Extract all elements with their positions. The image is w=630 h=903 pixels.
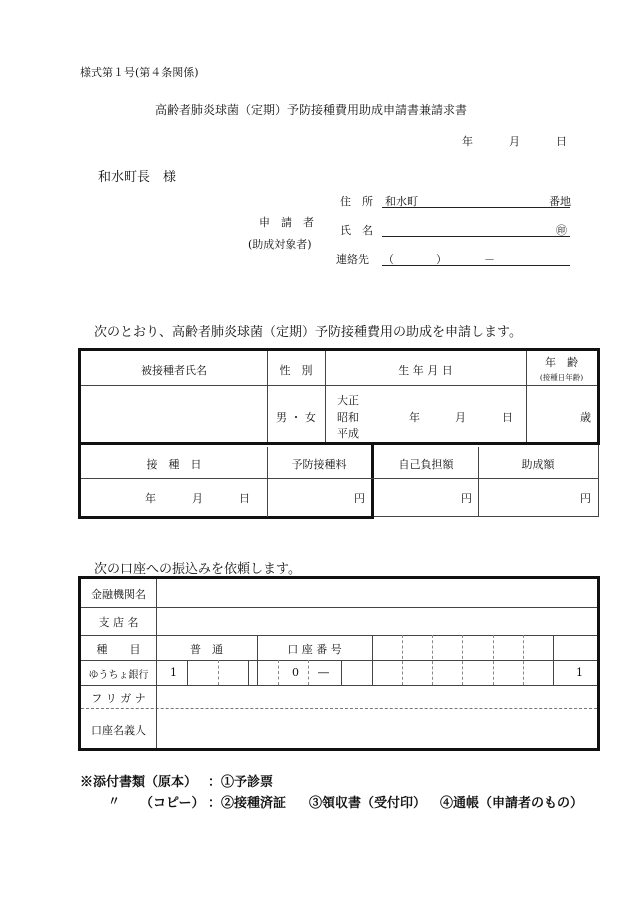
account-type-label: 種 目 [96, 643, 141, 656]
attachment-item-2: ②接種済証 [221, 796, 287, 811]
furigana-label: フ リ ガ ナ [91, 692, 146, 705]
yucho-last-digit[interactable]: 1 [576, 666, 583, 679]
date-year-label: 年 [462, 135, 473, 148]
dob-day-label: 日 [502, 411, 513, 424]
contact-dash: － [484, 253, 495, 266]
vd-month-label: 月 [192, 492, 203, 505]
col-header-age: 年 齢 [545, 356, 578, 369]
applicant-sublabel: (助成対象者) [248, 238, 312, 251]
request-text: 次のとおり、高齢者肺炎球菌（定期）予防接種費用の助成を申請します。 [94, 325, 522, 340]
yucho-label: ゆうちょ銀行 [88, 670, 149, 681]
col-header-vaccination-date: 接 種 日 [146, 458, 202, 471]
age-unit: 歳 [580, 411, 591, 424]
vd-year-label: 年 [145, 492, 156, 505]
contact-label: 連絡先 [336, 253, 369, 266]
col-header-age-sub: (接種日年齢) [539, 373, 584, 382]
contact-close-paren: ） [436, 253, 447, 266]
name-underline[interactable] [382, 236, 570, 237]
account-type-value[interactable]: 普 通 [190, 643, 223, 656]
form-number: 様式第１号(第４条関係) [80, 66, 199, 79]
bank-row-divider-4 [81, 685, 597, 686]
account-holder-label: 口座名義人 [91, 724, 146, 737]
attachment-item-1: ①予診票 [221, 775, 274, 790]
bank-row-divider-2 [81, 635, 597, 636]
col-header-dob: 生 年 月 日 [398, 364, 453, 377]
name-label: 氏 名 [340, 224, 373, 237]
bank-row-divider-furigana [81, 708, 597, 709]
yucho-grid-line [248, 660, 249, 685]
attachments-original-label: ※添付書類（原本） [80, 775, 198, 790]
account-number-label: 口 座 番 号 [287, 643, 342, 656]
col-header-fee: 予防接種料 [291, 458, 347, 471]
attachments-copy-label: （コピー） [140, 796, 205, 811]
transfer-text: 次の口座への振込みを依頼します。 [94, 562, 301, 577]
vaccine-table-right-thin [598, 445, 599, 517]
yucho-grid-line [218, 660, 219, 685]
seal-mark: ㊞ [556, 224, 567, 237]
contact-open-paren: （ [383, 253, 394, 266]
yucho-grid-line [308, 660, 309, 685]
yucho-grid-line [341, 660, 342, 685]
bank-name-label: 金融機関名 [91, 588, 146, 601]
vaccine-table-bottom-border [78, 516, 374, 519]
address-underline [382, 207, 570, 208]
account-grid-line [432, 635, 433, 685]
sex-selector[interactable]: 男 ・ 女 [276, 411, 316, 424]
dob-year-label: 年 [409, 411, 420, 424]
yucho-grid-line [187, 660, 188, 685]
account-grid-line [553, 635, 554, 685]
era-showa[interactable]: 昭和 [337, 411, 359, 424]
vd-day-label: 日 [239, 492, 250, 505]
bank-row-divider-3 [81, 660, 597, 661]
account-grid-line [402, 635, 403, 685]
address-suffix: 番地 [549, 195, 571, 208]
account-grid-line [493, 635, 494, 685]
attachments-colon-2: ： [208, 796, 222, 811]
col-header-sex: 性 別 [279, 364, 313, 377]
account-grid-line [372, 635, 373, 685]
attachments-ditto-mark: 〃 [108, 794, 121, 808]
yucho-dash: ― [318, 666, 329, 679]
vaccine-row-divider-1 [81, 385, 597, 386]
account-grid-line [523, 635, 524, 685]
address-value[interactable]: 和水町 [385, 195, 418, 208]
dob-month-label: 月 [455, 411, 466, 424]
page-title: 高齢者肺炎球菌（定期）予防接種費用助成申請書兼請求書 [155, 103, 468, 117]
col-header-name: 被接種者氏名 [141, 364, 207, 377]
fee-yen: 円 [354, 492, 365, 505]
yucho-first-digit[interactable]: 1 [170, 666, 177, 679]
era-heisei[interactable]: 平成 [337, 427, 359, 440]
attachments-colon-1: ： [208, 775, 222, 790]
addressee: 和水町長 様 [98, 170, 177, 185]
applicant-label: 申 請 者 [259, 216, 314, 229]
vaccine-row-divider-2 [81, 478, 599, 479]
bank-label-column-divider [156, 579, 157, 748]
yucho-grid-line [278, 660, 279, 685]
address-label: 住 所 [340, 195, 373, 208]
self-pay-yen: 円 [461, 492, 472, 505]
col-header-subsidy: 助成額 [521, 458, 555, 471]
subsidy-yen: 円 [580, 492, 591, 505]
attachment-item-3: ③領収書（受付印） [309, 796, 427, 811]
era-taisho[interactable]: 大正 [337, 394, 359, 407]
date-day-label: 日 [556, 135, 567, 148]
account-grid-line [462, 635, 463, 685]
date-month-label: 月 [509, 135, 520, 148]
bank-row-divider-1 [81, 607, 597, 608]
contact-underline[interactable] [382, 265, 570, 266]
vaccine-table-bottom-thin [374, 516, 599, 517]
yucho-zero-digit[interactable]: 0 [292, 666, 299, 679]
branch-name-label: 支 店 名 [98, 616, 139, 629]
col-header-self-pay: 自己負担額 [398, 458, 454, 471]
attachment-item-4: ④通帳（申請者のもの） [440, 796, 584, 811]
